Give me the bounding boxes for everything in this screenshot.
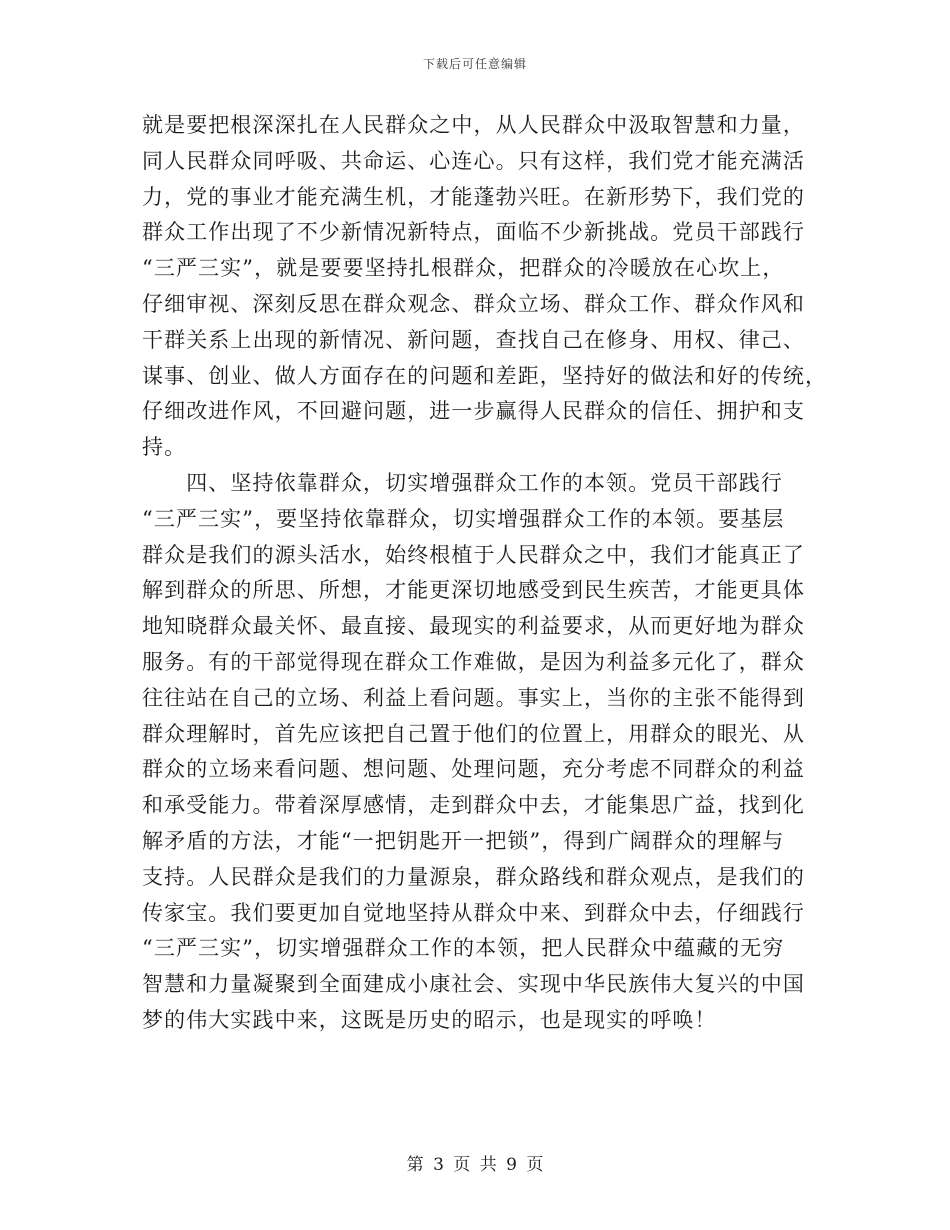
header-note: 下载后可任意编辑 (422, 57, 527, 71)
text-line: 和承受能力。带着深厚感情，走到群众中去，才能集思广益，找到化 (142, 793, 805, 818)
text-line: 持。 (142, 435, 187, 460)
text-line: 解矛盾的方法，才能“一把钥匙开一把锁”，得到广阔群众的理解与 (142, 828, 785, 853)
text-line: 地知晓群众最关怀、最直接、最现实的利益要求，从而更好地为群众 (142, 614, 805, 639)
text-line: 传家宝。我们要更加自觉地坚持从群众中来、到群众中去，仔细践行 (142, 900, 805, 925)
text-line: 仔细改进作风，不回避问题，进一步赢得人民群众的信任、拥护和支 (142, 399, 805, 424)
text-line: 仔细审视、深刻反思在群众观念、群众立场、群众工作、群众作风和 (142, 291, 805, 316)
text-line: 梦的伟大实践中来，这既是历史的昭示，也是现实的呼唤！ (142, 1007, 717, 1032)
text-line: 群众工作出现了不少新情况新特点，面临不少新挑战。党员干部践行 (142, 220, 805, 245)
text-line: 服务。有的干部觉得现在群众工作难做，是因为利益多元化了，群众 (142, 649, 805, 674)
text-line: 群众是我们的源头活水，始终根植于人民群众之中，我们才能真正了 (142, 542, 805, 567)
text-line: “三严三实”，切实增强群众工作的本领，把人民群众中蕴藏的无穷 (142, 936, 785, 961)
text-line: 四、坚持依靠群众，切实增强群众工作的本领。党员干部践行 (142, 470, 783, 495)
text-line: “三严三实”，要坚持依靠群众，切实增强群众工作的本领。要基层 (142, 506, 785, 531)
text-line: 同人民群众同呼吸、共命运、心连心。只有这样，我们党才能充满活 (142, 148, 805, 173)
text-line: 谋事、创业、做人方面存在的问题和差距，坚持好的做法和好的传统， (142, 363, 828, 388)
text-line: 往往站在自己的立场、利益上看问题。事实上，当你的主张不能得到 (142, 685, 805, 710)
paragraph-1 (142, 108, 828, 466)
text-line: 支持。人民群众是我们的力量源泉，群众路线和群众观点，是我们的 (142, 864, 805, 889)
body-text (142, 108, 828, 1039)
text-line: 干群关系上出现的新情况、新问题，查找自己在修身、用权、律己、 (142, 327, 805, 352)
text-line: 力，党的事业才能充满生机，才能蓬勃兴旺。在新形势下，我们党的 (142, 184, 805, 209)
paragraph-2 (142, 466, 812, 1039)
text-line: “三严三实”，就是要要坚持扎根群众，把群众的冷暖放在心坎上， (142, 256, 785, 281)
text-line: 解到群众的所思、所想，才能更深切地感受到民生疾苦，才能更具体 (142, 578, 805, 603)
text-line: 智慧和力量凝聚到全面建成小康社会、实现中华民族伟大复兴的中国 (142, 972, 805, 997)
text-line: 群众理解时，首先应该把自己置于他们的位置上，用群众的眼光、从 (142, 721, 805, 746)
text-line: 群众的立场来看问题、想问题、处理问题，充分考虑不同群众的利益 (142, 757, 805, 782)
text-line: 就是要把根深深扎在人民群众之中，从人民群众中汲取智慧和力量， (142, 113, 805, 137)
page-number: 第 3 页 共 9 页 (406, 1155, 544, 1175)
